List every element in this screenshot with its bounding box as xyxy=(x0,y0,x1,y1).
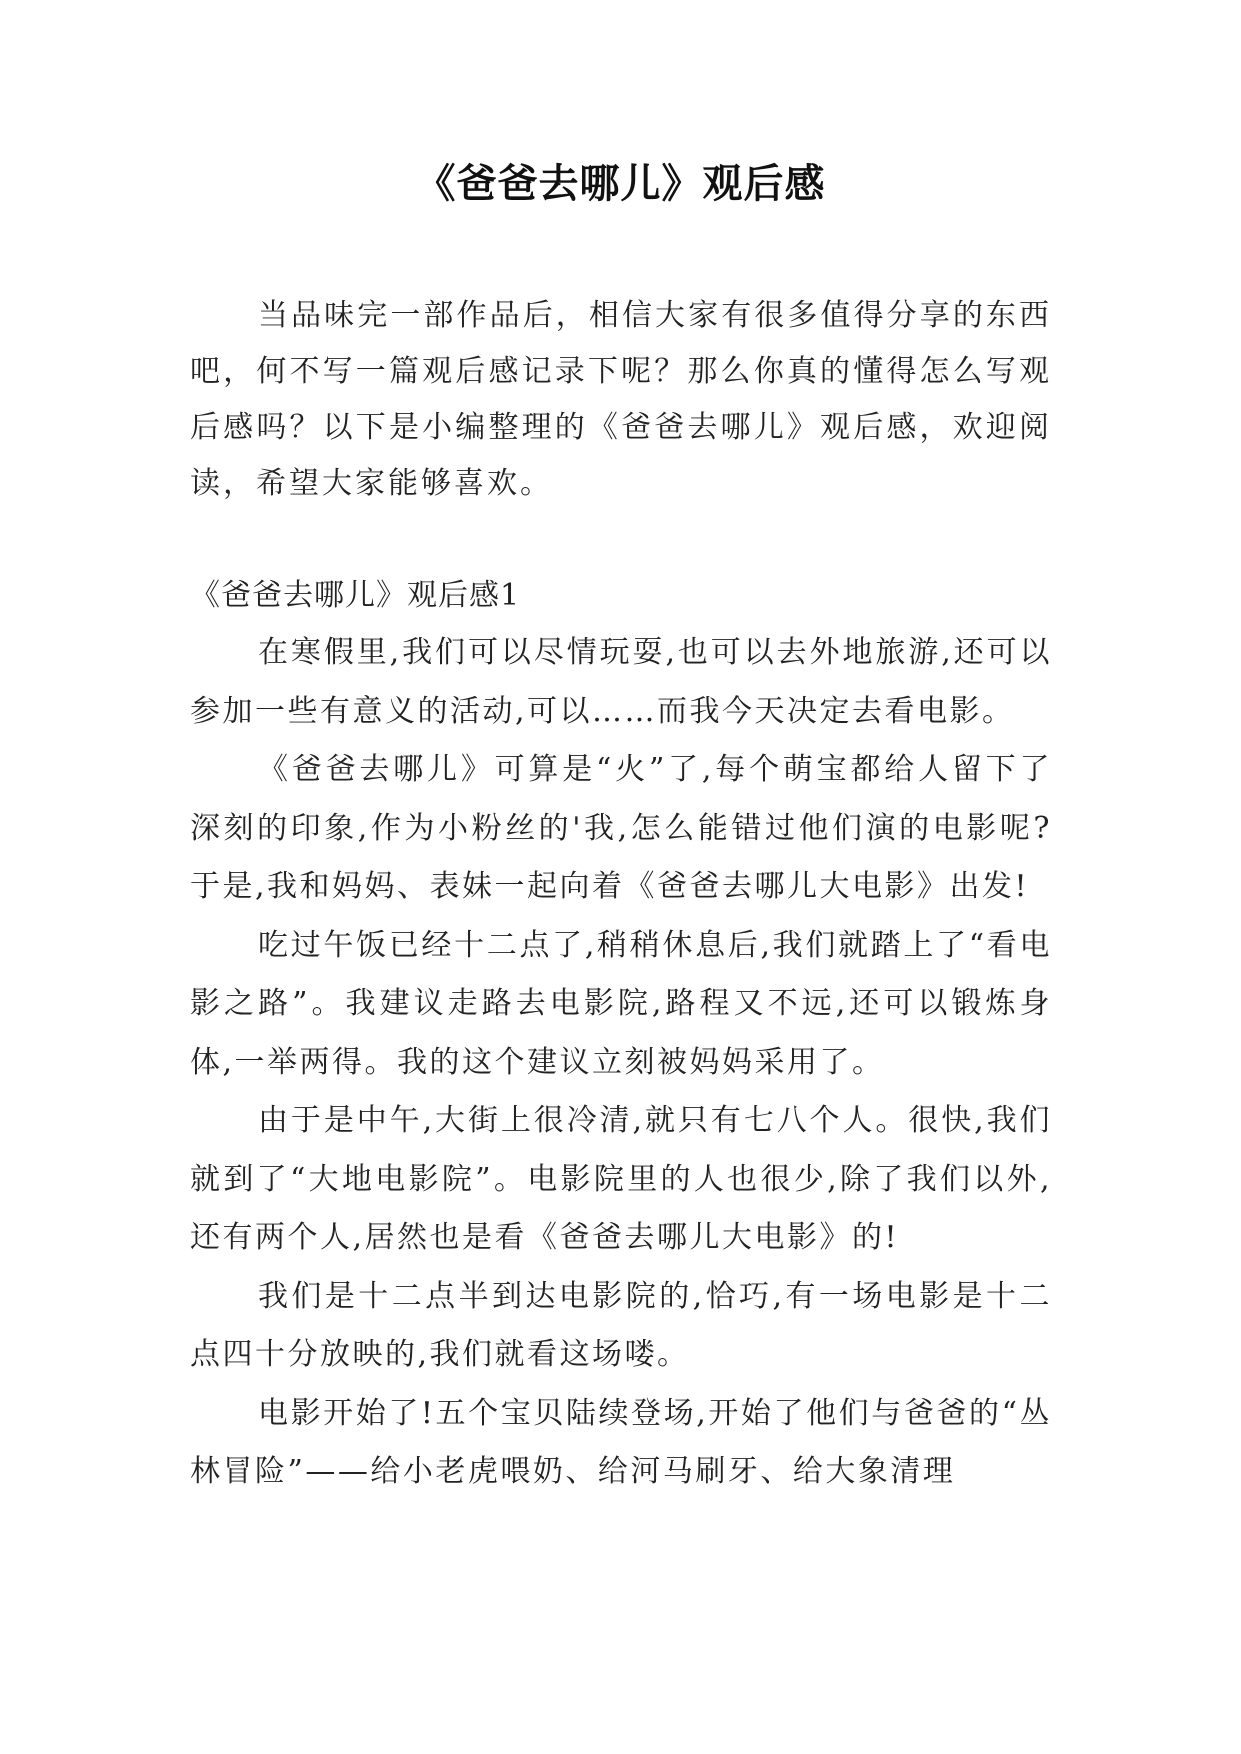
section-heading: 《爸爸去哪儿》观后感1 xyxy=(190,578,521,613)
body-paragraph: 在寒假里,我们可以尽情玩耍,也可以去外地旅游,还可以参加一些有意义的活动,可以……而我今天决定去看电影。 xyxy=(190,635,1052,729)
document-body xyxy=(190,288,1052,1502)
body-paragraph: 吃过午饭已经十二点了,稍稍休息后,我们就踏上了“看电影之路”。我建议走路去电影院,路程又不远,还可以锻炼身体,一举两得。我的这个建议立刻被妈妈采用了。 xyxy=(190,927,1052,1080)
body-paragraph: 《爸爸去哪儿》可算是“火”了,每个萌宝都给人留下了深刻的印象,作为小粉丝的'我,怎么能错过他们演的电影呢?于是,我和妈妈、表妹一起向着《爸爸去哪儿大电影》出发! xyxy=(190,752,1052,904)
document-title: 《爸爸去哪儿》观后感 xyxy=(415,161,826,207)
intro-paragraph: 当品味完一部作品后，相信大家有很多值得分享的东西吧，何不写一篇观后感记录下呢？那么你真的懂得怎么写观后感吗？以下是小编整理的《爸爸去哪儿》观后感，欢迎阅读，希望大家能够喜欢。 xyxy=(190,298,1052,501)
body-paragraph: 由于是中午,大街上很冷清,就只有七八个人。很快,我们就到了“大地电影院”。电影院里的人也很少,除了我们以外,还有两个人,居然也是看《爸爸去哪儿大电影》的! xyxy=(190,1103,1052,1255)
body-paragraph: 电影开始了!五个宝贝陆续登场,开始了他们与爸爸的“丛林冒险”——给小老虎喂奶、给河马刷牙、给大象清理 xyxy=(190,1395,1052,1489)
body-paragraph: 我们是十二点半到达电影院的,恰巧,有一场电影是十二点四十分放映的,我们就看这场喽。 xyxy=(190,1278,1052,1372)
